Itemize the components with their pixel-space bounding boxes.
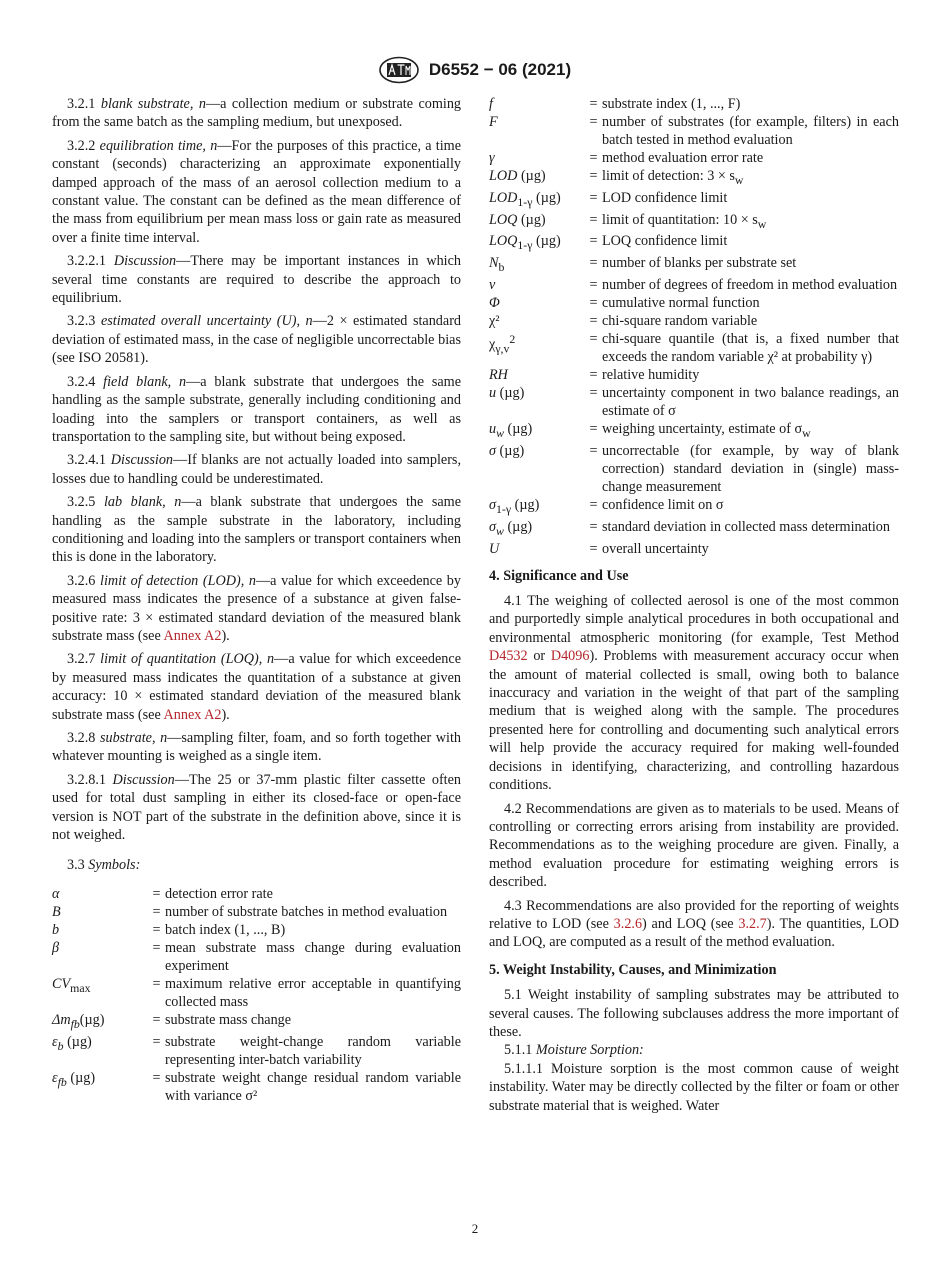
symbol-name: $\varepsilon_{fb}$ (µg) bbox=[52, 1069, 96, 1089]
symbol-name: F bbox=[489, 114, 498, 130]
para-4-3: 4.3 Recommendations are also provided for the reporting of weights relative to LOD (see 3.2.6) and LOQ (see 3.2.7). The quantities, LOD and LOQ, are computed as a result of the method evaluation. bbox=[489, 897, 899, 951]
annex-a2-link[interactable]: Annex A2 bbox=[163, 627, 222, 644]
symbol-name: $\Delta m_{fb}(\mu g)$ bbox=[52, 1011, 105, 1031]
page-header bbox=[0, 56, 950, 84]
symbol-name: $u_w$ (µg) bbox=[489, 421, 533, 440]
d4532-link[interactable]: D4532 bbox=[489, 648, 528, 665]
para-3-2-1: 3.2.1 blank substrate, n—a collection medium or substrate coming from the same batch as the sampling medium, but unexposed. bbox=[52, 96, 462, 131]
symbol-name: U bbox=[489, 540, 500, 557]
document-title: D6552 − 06 (2021) bbox=[428, 60, 572, 79]
symbol-name: $LOQ_{1-\gamma}$ (µg) bbox=[489, 233, 561, 253]
para-3-2-6: 3.2.6 limit of detection (LOD), n—a value for which exceedence by measured mass indicates the presence of a substance at given false-positive rate: 3 × estimated standard deviation of the measured blank substrate mass (see Annex A2). bbox=[52, 572, 461, 644]
symbol-name: $N_b$ bbox=[489, 255, 505, 275]
astm-logo-icon bbox=[379, 56, 419, 84]
annex-a2-link[interactable]: Annex A2 bbox=[163, 706, 222, 723]
page-number: 2 bbox=[471, 1221, 479, 1236]
symbol-name: LOD (µg) bbox=[489, 168, 546, 184]
para-3-2-3: 3.2.3 estimated overall uncertainty (U), n—2 × estimated standard deviation of estimated mass, in the case of negligible uncorrectable bias (see ISO 20581). bbox=[52, 313, 462, 367]
symbol-name: χ² bbox=[489, 313, 500, 330]
para-4-2: 4.2 Recommendations are given as to materials to be used. Means of controlling or correcting errors arising from instability are provided. Recommendations as to the weighing procedure are given. Finally, a method evaluation procedure for estimating weighing errors is described. bbox=[489, 800, 899, 891]
symbol-name: σ (µg) bbox=[489, 442, 525, 459]
symbol-name: f bbox=[489, 96, 493, 112]
symbol-name: Φ bbox=[489, 295, 500, 312]
symbol-name: RH bbox=[489, 367, 508, 384]
para-3-2-4-1: 3.2.4.1 Discussion—If blanks are not actually loaded into samplers, losses due to handling could be underestimated. bbox=[52, 452, 462, 487]
symbol-name: $LOD_{1-\gamma}$ (µg) bbox=[489, 189, 561, 209]
symbols-list-left: α = detection error rate B = number of substrate batches in method evaluation b = batch index (1, ..., B) β = mean substrate mass change during evaluation experiment $CV_{max}$ = maximum relative error acceptable in quantifying collected mass $\Delta m_{fb}(\mu g)$ = substrate mass change $\varepsilon_b$ (µg) = substrate weight-change random variable representing inter-batch variability $\varepsilon_{fb}$ (µg) = substrate weight change residual random variable with variance σ² bbox=[52, 885, 461, 1104]
symbol-name: LOQ (µg) bbox=[489, 211, 546, 228]
para-3-2-7: 3.2.7 limit of quantitation (LOQ), n—a value for which exceedence by measured mass indicates the quantitation of a substance at given accuracy: 10 × estimated standard deviation of the measured blank substrate mass (see Annex A2). bbox=[52, 651, 461, 723]
para-3-2-2: 3.2.2 equilibration time, n—For the purposes of this practice, a time constant (seconds) characterizing an approximate exponentially damped approach of the mass of an aerosol collection medium to a constant value. The constant can be defined as the mean difference of the mass from equilibrium per mean mass loss or gain rate as measured over a finite time interval. bbox=[52, 137, 462, 246]
para-5-1-1-1: 5.1.1.1 Moisture sorption is the most common cause of weight instability. Water may be directly collected by the filter or foam or other substrate material that is weighed. Water bbox=[489, 1060, 899, 1114]
symbol-name: v bbox=[489, 277, 496, 294]
symbol-name: $\chi_{\gamma,v}^2$ bbox=[489, 332, 516, 356]
para-4-1: 4.1 The weighing of collected aerosol is one of the most common and purportedly simple analytical procedures in both occupational and environmental atmospheric monitoring (for example, Test Method D4532 or D4096). Problems with measurement accuracy occur when the amount of material collected is small, owing both to balance inaccuracy and variation in the weight of that part of the sampling medium that is weighed along with the sample. The procedures presented here for controlling and documenting such analytical errors will help provide the accuracy required for making well-founded decisions in identifying, characterizing, and controlling hazardous conditions. bbox=[489, 593, 899, 794]
symbol-name: β bbox=[52, 939, 60, 956]
section-4-heading: 4. Significance and Use bbox=[489, 567, 629, 584]
d4096-link[interactable]: D4096 bbox=[550, 648, 590, 665]
para-5-1: 5.1 Weight instability of sampling substrates may be attributed to several causes. The following subclauses address the more important of these. bbox=[489, 987, 899, 1040]
para-3-2-8-1: 3.2.8.1 Discussion—The 25 or 37-mm plastic filter cassette often used for total dust sampling in either its closed-face or open-face version is NOT part of the substrate in the definition above, since it is not weighed. bbox=[52, 771, 461, 844]
symbol-name: $\sigma_w$ (µg) bbox=[489, 518, 533, 538]
symbol-name: b bbox=[52, 921, 60, 938]
para-3-2-8: 3.2.8 substrate, n—sampling filter, foam, and so forth together with whatever mounting is weighed as a single item. bbox=[52, 730, 461, 765]
ref-3-2-7-link[interactable]: 3.2.7 bbox=[738, 915, 767, 932]
section-5-heading: 5. Weight Instability, Causes, and Minimization bbox=[489, 961, 777, 978]
para-3-2-5: 3.2.5 lab blank, n—a blank substrate that undergoes the same handling as the sample substrate in the laboratory, including conditioning and loading into the samplers or transport containers when this is done in the laboratory. bbox=[52, 494, 462, 566]
symbol-name: B bbox=[52, 903, 61, 920]
para-3-2-2-1: 3.2.2.1 Discussion—There may be important instances in which several time constants are required to describe the approach to equilibrium. bbox=[52, 253, 461, 307]
symbol-name: $CV_{max}$ bbox=[52, 975, 91, 995]
symbol-name: γ bbox=[489, 150, 495, 166]
symbol-name: u (µg) bbox=[489, 385, 525, 402]
symbol-name: α bbox=[52, 885, 60, 902]
left-column bbox=[52, 95, 461, 1105]
symbol-name: $\sigma_{1-\gamma}$ (µg) bbox=[489, 496, 540, 516]
symbol-name: $\varepsilon_b$ (µg) bbox=[52, 1033, 92, 1053]
right-column bbox=[489, 95, 899, 1115]
para-3-2-4: 3.2.4 field blank, n—a blank substrate that undergoes the same handling as the sample substrate, generally including conditioning and loading into the samplers or transport containers, as well as transportation to the sampling site, but without being exposed. bbox=[52, 373, 461, 445]
ref-3-2-6-link[interactable]: 3.2.6 bbox=[613, 915, 643, 932]
symbols-heading: 3.3 Symbols: bbox=[67, 857, 141, 874]
para-5-1-1: 5.1.1 Moisture Sorption: bbox=[504, 1042, 644, 1059]
symbols-list-right: f = substrate index (1, ..., F) F = number of substrates (for example, filters) in each batch tested in method evaluation γ = method evaluation error rate LOD (µg) = limit of detection: $3 \times s_w$ $LOD_{1-\gamma}$ (µg) = LOD confidence limit LOQ (µg) = limit of quantitation: $10 \times s_w$ $LOQ_{1-\gamma}$ (µg) = LOQ confidence limit $N_b$ = number of blanks per substrate set v = number of degrees of freedom in method evaluation Φ = cumulative normal function χ² = chi-square random variable $\chi_{\gamma,v}^2$ = chi-square quantile (that is, a fixed number that exceeds the random variable χ² at probability γ) RH = relative humidity u (µg) = uncertainty component in two balance readings, an estimate of σ $u_w$ (µg) = weighing uncertainty, estimate of $\sigma_w$ σ (µg) = uncorrectable (for example, by way of blank correction) standard deviation in (single) mass-change measurement $\sigma_{1-\gamma}$ (µg) = confidence limit on σ $\sigma_w$ (µg) = standard deviation in collected mass determination U = overall uncertainty bbox=[489, 96, 899, 557]
